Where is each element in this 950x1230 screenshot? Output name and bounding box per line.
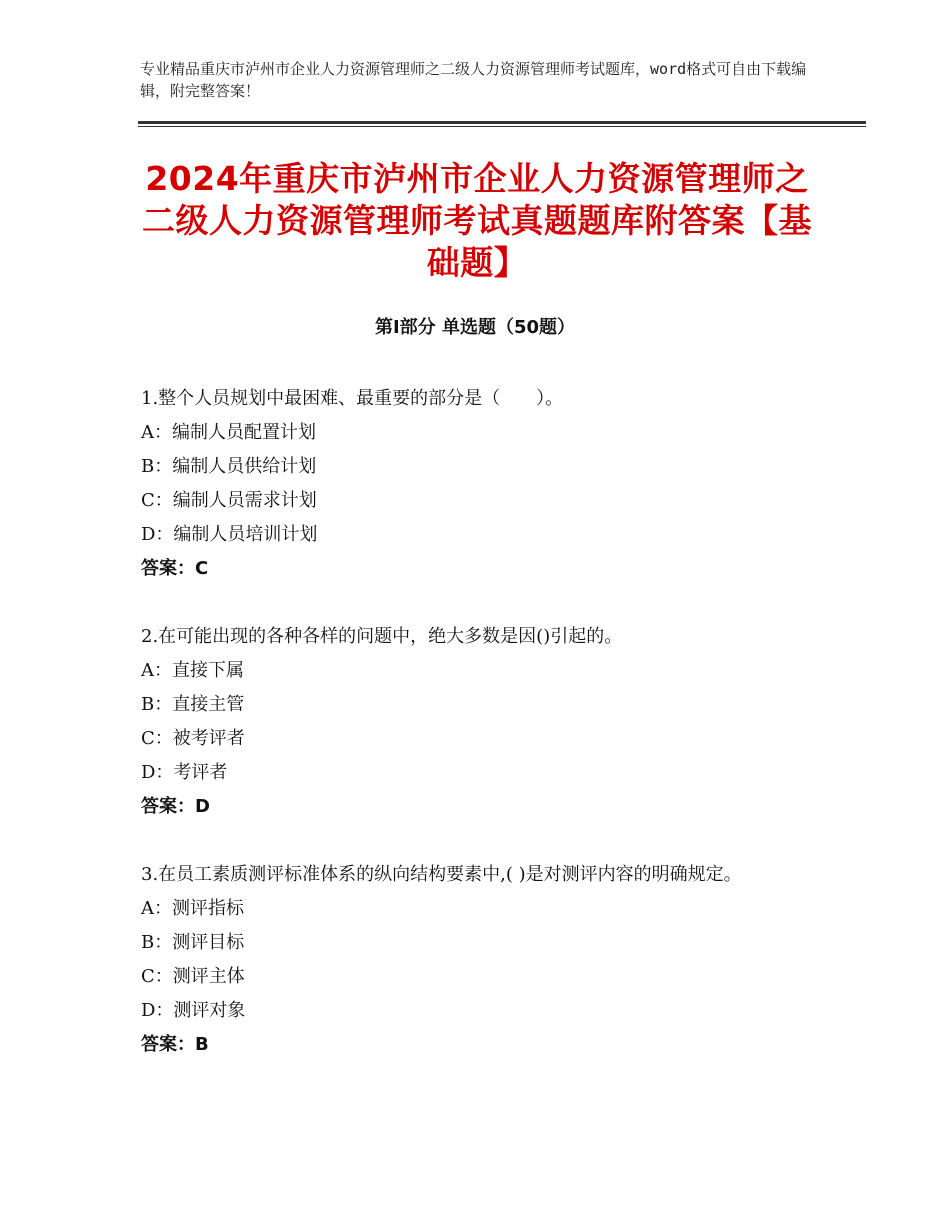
option-b: B：直接主管 [141, 694, 245, 715]
header-rule-thin [138, 126, 866, 127]
option-a: A：测评指标 [141, 898, 244, 919]
question-2 [141, 620, 841, 824]
answer-line: 答案：B [141, 1034, 209, 1055]
question-list [141, 382, 841, 1096]
question-stem: 3.在员工素质测评标准体系的纵向结构要素中,( )是对测评内容的明确规定。 [141, 864, 742, 885]
answer-line: 答案：C [141, 558, 209, 579]
question-stem: 2.在可能出现的各种各样的问题中，绝大多数是因()引起的。 [141, 626, 623, 647]
option-a: A：编制人员配置计划 [141, 422, 316, 443]
option-d: D：考评者 [141, 762, 228, 783]
document-title: 2024年重庆市泸州市企业人力资源管理师之二级人力资源管理师考试真题题库附答案【基础题】 [142, 159, 812, 282]
question-3 [141, 858, 841, 1062]
header-note: 专业精品重庆市泸州市企业人力资源管理师之二级人力资源管理师考试题库，word格式可自由下载编辑，附完整答案！ [140, 60, 807, 100]
question-1 [141, 382, 841, 586]
option-b: B：测评目标 [141, 932, 245, 953]
option-d: D：测评对象 [141, 1000, 246, 1021]
option-d: D：编制人员培训计划 [141, 524, 318, 545]
section-title: 第Ⅰ部分 单选题（50题） [374, 317, 575, 338]
question-stem: 1.整个人员规划中最困难、最重要的部分是（ ）。 [141, 388, 564, 409]
option-c: C：被考评者 [141, 728, 245, 749]
answer-line: 答案：D [141, 796, 210, 817]
option-a: A：直接下属 [141, 660, 244, 681]
header-rule-thick [138, 121, 866, 124]
option-b: B：编制人员供给计划 [141, 456, 317, 477]
option-c: C：测评主体 [141, 966, 245, 987]
option-c: C：编制人员需求计划 [141, 490, 317, 511]
